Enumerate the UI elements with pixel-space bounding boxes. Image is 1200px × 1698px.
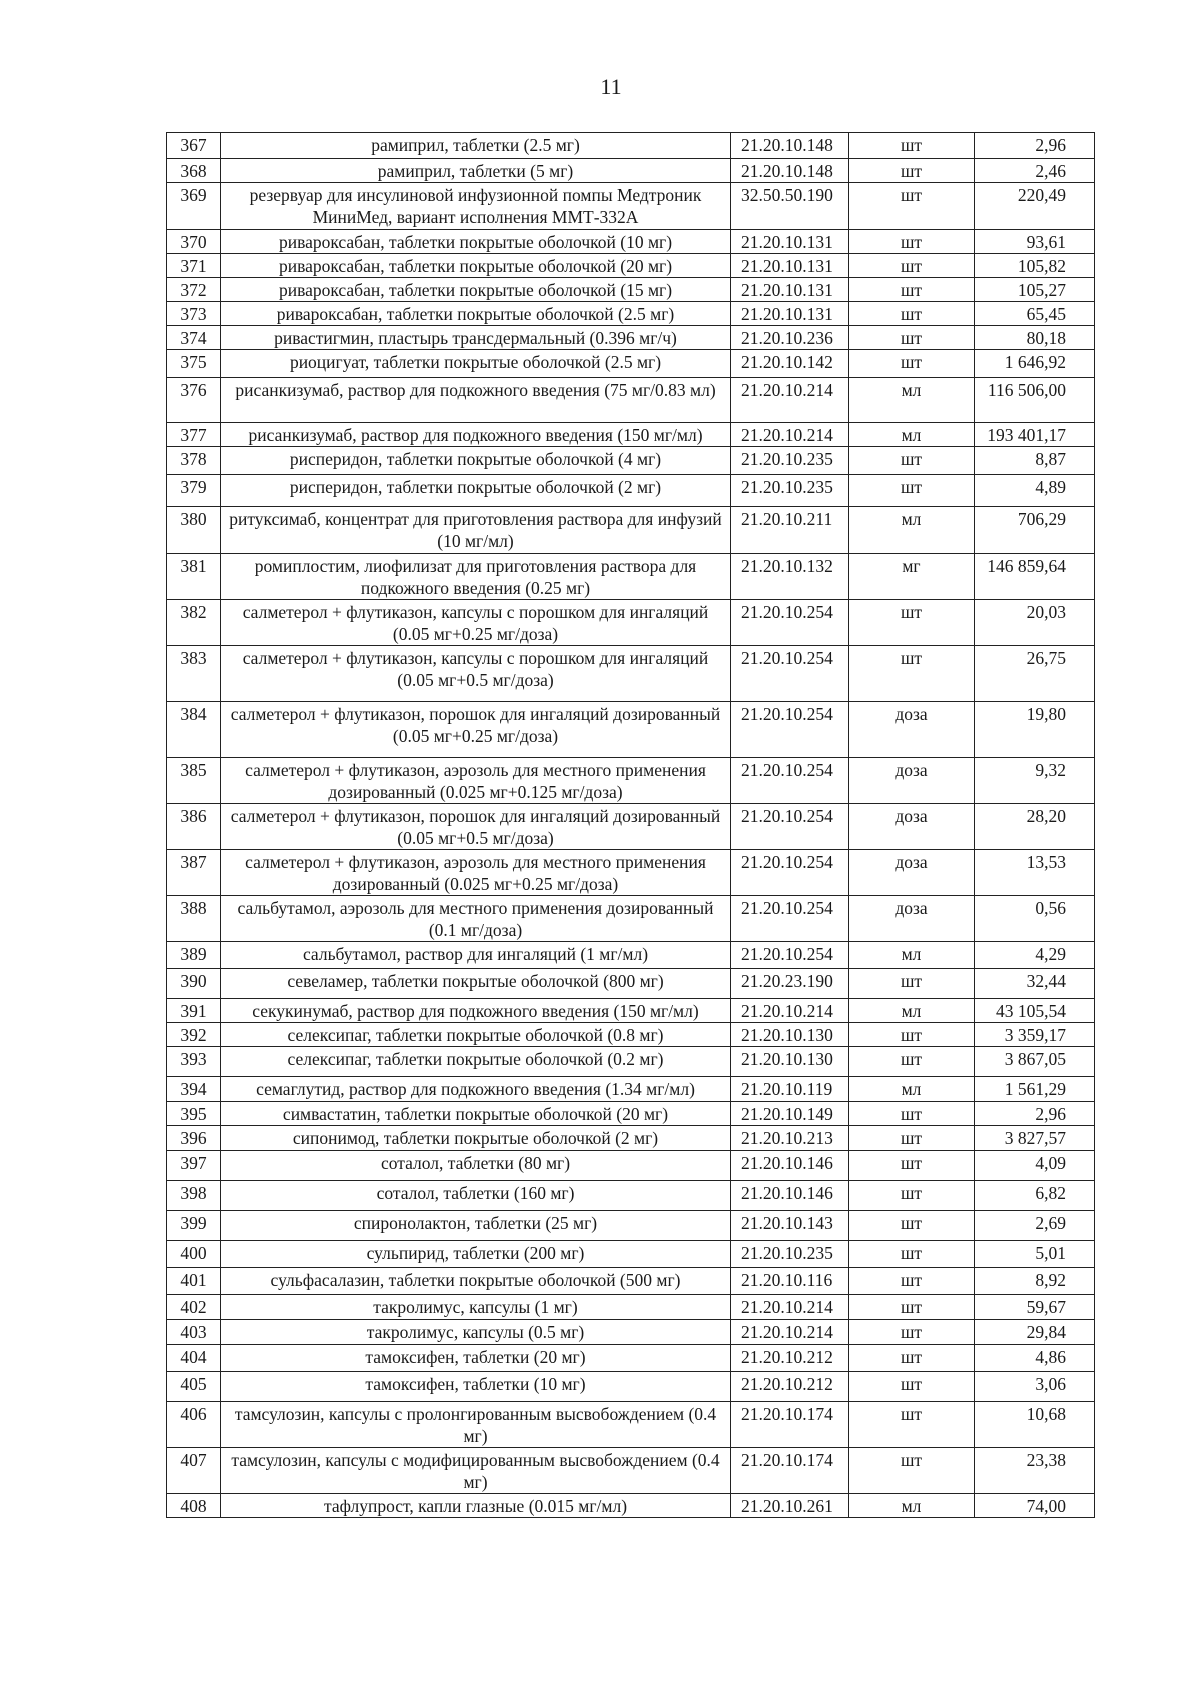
table-row bbox=[167, 1320, 1095, 1345]
row-number: 385 bbox=[167, 758, 221, 804]
item-unit: шт bbox=[849, 969, 975, 999]
row-number: 383 bbox=[167, 646, 221, 702]
row-number: 367 bbox=[167, 133, 221, 159]
item-unit: доза bbox=[849, 702, 975, 758]
item-unit: шт bbox=[849, 1345, 975, 1372]
item-name: рисанкизумаб, раствор для подкожного введения (150 мг/мл) bbox=[221, 423, 731, 447]
item-code: 21.20.10.214 bbox=[731, 378, 849, 423]
table-row bbox=[167, 447, 1095, 475]
row-number: 377 bbox=[167, 423, 221, 447]
item-unit: шт bbox=[849, 278, 975, 302]
item-code: 32.50.50.190 bbox=[731, 183, 849, 230]
item-unit: шт bbox=[849, 1241, 975, 1268]
item-name: севеламер, таблетки покрытые оболочкой (800 мг) bbox=[221, 969, 731, 999]
item-name: тафлупрост, капли глазные (0.015 мг/мл) bbox=[221, 1494, 731, 1518]
item-price: 8,87 bbox=[975, 447, 1095, 475]
row-number: 405 bbox=[167, 1372, 221, 1402]
item-price: 2,96 bbox=[975, 133, 1095, 159]
item-code: 21.20.10.254 bbox=[731, 702, 849, 758]
table-row bbox=[167, 159, 1095, 183]
item-unit: шт bbox=[849, 1151, 975, 1181]
row-number: 394 bbox=[167, 1077, 221, 1102]
item-code: 21.20.10.174 bbox=[731, 1448, 849, 1494]
item-unit: шт bbox=[849, 230, 975, 254]
table-row bbox=[167, 702, 1095, 758]
item-code: 21.20.10.130 bbox=[731, 1023, 849, 1047]
item-unit: шт bbox=[849, 1181, 975, 1211]
row-number: 370 bbox=[167, 230, 221, 254]
item-code: 21.20.10.254 bbox=[731, 804, 849, 850]
row-number: 408 bbox=[167, 1494, 221, 1518]
item-price: 4,86 bbox=[975, 1345, 1095, 1372]
item-unit: шт bbox=[849, 1126, 975, 1151]
table-row bbox=[167, 350, 1095, 378]
item-price: 1 646,92 bbox=[975, 350, 1095, 378]
item-price: 4,29 bbox=[975, 942, 1095, 969]
item-name: симвастатин, таблетки покрытые оболочкой (20 мг) bbox=[221, 1102, 731, 1126]
item-price: 193 401,17 bbox=[975, 423, 1095, 447]
item-code: 21.20.10.148 bbox=[731, 133, 849, 159]
table-row bbox=[167, 1402, 1095, 1448]
item-unit: доза bbox=[849, 850, 975, 896]
item-code: 21.20.10.236 bbox=[731, 326, 849, 350]
table-row bbox=[167, 230, 1095, 254]
item-price: 2,69 bbox=[975, 1211, 1095, 1241]
row-number: 386 bbox=[167, 804, 221, 850]
item-unit: шт bbox=[849, 183, 975, 230]
item-unit: шт bbox=[849, 1023, 975, 1047]
row-number: 382 bbox=[167, 600, 221, 646]
item-price: 8,92 bbox=[975, 1268, 1095, 1295]
item-code: 21.20.10.142 bbox=[731, 350, 849, 378]
table-row bbox=[167, 850, 1095, 896]
item-name: сальбутамол, аэрозоль для местного применения дозированный (0.1 мг/доза) bbox=[221, 896, 731, 942]
item-name: ривароксабан, таблетки покрытые оболочкой (10 мг) bbox=[221, 230, 731, 254]
item-price: 4,89 bbox=[975, 475, 1095, 507]
item-unit: шт bbox=[849, 1102, 975, 1126]
item-name: салметерол + флутиказон, порошок для ингаляций дозированный (0.05 мг+0.5 мг/доза) bbox=[221, 804, 731, 850]
item-code: 21.20.10.143 bbox=[731, 1211, 849, 1241]
item-code: 21.20.10.174 bbox=[731, 1402, 849, 1448]
table-row bbox=[167, 896, 1095, 942]
table-row bbox=[167, 1211, 1095, 1241]
item-name: сульфасалазин, таблетки покрытые оболочкой (500 мг) bbox=[221, 1268, 731, 1295]
item-name: сипонимод, таблетки покрытые оболочкой (2 мг) bbox=[221, 1126, 731, 1151]
item-name: тамсулозин, капсулы с модифицированным высвобождением (0.4 мг) bbox=[221, 1448, 731, 1494]
table-row bbox=[167, 1241, 1095, 1268]
table-row bbox=[167, 378, 1095, 423]
item-unit: шт bbox=[849, 1047, 975, 1077]
item-code: 21.20.10.149 bbox=[731, 1102, 849, 1126]
item-unit: шт bbox=[849, 302, 975, 326]
item-price: 26,75 bbox=[975, 646, 1095, 702]
item-price: 706,29 bbox=[975, 507, 1095, 554]
item-name: рамиприл, таблетки (5 мг) bbox=[221, 159, 731, 183]
item-name: салметерол + флутиказон, капсулы с порошком для ингаляций (0.05 мг+0.5 мг/доза) bbox=[221, 646, 731, 702]
table-row bbox=[167, 183, 1095, 230]
item-unit: шт bbox=[849, 600, 975, 646]
item-name: резервуар для инсулиновой инфузионной помпы Медтроник МиниМед, вариант исполнения ММТ-332А bbox=[221, 183, 731, 230]
price-table bbox=[166, 132, 1095, 1518]
table-row bbox=[167, 507, 1095, 554]
item-name: соталол, таблетки (80 мг) bbox=[221, 1151, 731, 1181]
item-price: 19,80 bbox=[975, 702, 1095, 758]
item-code: 21.20.10.116 bbox=[731, 1268, 849, 1295]
item-unit: шт bbox=[849, 1402, 975, 1448]
row-number: 368 bbox=[167, 159, 221, 183]
item-name: рисперидон, таблетки покрытые оболочкой (4 мг) bbox=[221, 447, 731, 475]
item-price: 105,82 bbox=[975, 254, 1095, 278]
row-number: 375 bbox=[167, 350, 221, 378]
item-unit: шт bbox=[849, 326, 975, 350]
item-unit: мл bbox=[849, 942, 975, 969]
item-name: спиронолактон, таблетки (25 мг) bbox=[221, 1211, 731, 1241]
item-price: 3 359,17 bbox=[975, 1023, 1095, 1047]
table-row bbox=[167, 254, 1095, 278]
item-name: сульпирид, таблетки (200 мг) bbox=[221, 1241, 731, 1268]
item-price: 4,09 bbox=[975, 1151, 1095, 1181]
row-number: 400 bbox=[167, 1241, 221, 1268]
item-unit: доза bbox=[849, 804, 975, 850]
row-number: 373 bbox=[167, 302, 221, 326]
row-number: 404 bbox=[167, 1345, 221, 1372]
item-code: 21.20.10.146 bbox=[731, 1151, 849, 1181]
item-code: 21.20.10.214 bbox=[731, 1320, 849, 1345]
item-code: 21.20.10.146 bbox=[731, 1181, 849, 1211]
item-unit: мл bbox=[849, 507, 975, 554]
item-name: ривастигмин, пластырь трансдермальный (0.396 мг/ч) bbox=[221, 326, 731, 350]
table-body bbox=[167, 133, 1095, 1518]
table-row bbox=[167, 1077, 1095, 1102]
item-price: 13,53 bbox=[975, 850, 1095, 896]
row-number: 378 bbox=[167, 447, 221, 475]
item-name: рисперидон, таблетки покрытые оболочкой (2 мг) bbox=[221, 475, 731, 507]
table-row bbox=[167, 1448, 1095, 1494]
item-price: 3 867,05 bbox=[975, 1047, 1095, 1077]
item-price: 0,56 bbox=[975, 896, 1095, 942]
row-number: 392 bbox=[167, 1023, 221, 1047]
item-code: 21.20.10.254 bbox=[731, 758, 849, 804]
item-name: секукинумаб, раствор для подкожного введения (150 мг/мл) bbox=[221, 999, 731, 1023]
item-unit: шт bbox=[849, 1268, 975, 1295]
item-unit: шт bbox=[849, 254, 975, 278]
table-row bbox=[167, 1126, 1095, 1151]
item-price: 3,06 bbox=[975, 1372, 1095, 1402]
item-code: 21.20.10.212 bbox=[731, 1345, 849, 1372]
item-unit: мл bbox=[849, 1077, 975, 1102]
item-code: 21.20.10.254 bbox=[731, 942, 849, 969]
item-price: 220,49 bbox=[975, 183, 1095, 230]
row-number: 406 bbox=[167, 1402, 221, 1448]
row-number: 369 bbox=[167, 183, 221, 230]
item-name: соталол, таблетки (160 мг) bbox=[221, 1181, 731, 1211]
item-name: ритуксимаб, концентрат для приготовления раствора для инфузий (10 мг/мл) bbox=[221, 507, 731, 554]
item-code: 21.20.10.254 bbox=[731, 600, 849, 646]
item-unit: мл bbox=[849, 999, 975, 1023]
row-number: 387 bbox=[167, 850, 221, 896]
row-number: 381 bbox=[167, 554, 221, 600]
table-row bbox=[167, 1345, 1095, 1372]
item-code: 21.20.10.235 bbox=[731, 475, 849, 507]
item-unit: мл bbox=[849, 378, 975, 423]
item-code: 21.20.10.214 bbox=[731, 1295, 849, 1320]
table-row bbox=[167, 1102, 1095, 1126]
item-code: 21.20.10.214 bbox=[731, 999, 849, 1023]
page-number: 11 bbox=[600, 74, 622, 99]
item-code: 21.20.10.131 bbox=[731, 302, 849, 326]
item-price: 93,61 bbox=[975, 230, 1095, 254]
item-name: салметерол + флутиказон, аэрозоль для местного применения дозированный (0.025 мг+0.125 мг/доза) bbox=[221, 758, 731, 804]
item-price: 116 506,00 bbox=[975, 378, 1095, 423]
table-row bbox=[167, 475, 1095, 507]
item-unit: мл bbox=[849, 423, 975, 447]
item-price: 146 859,64 bbox=[975, 554, 1095, 600]
item-code: 21.20.10.212 bbox=[731, 1372, 849, 1402]
item-name: рисанкизумаб, раствор для подкожного введения (75 мг/0.83 мл) bbox=[221, 378, 731, 423]
row-number: 395 bbox=[167, 1102, 221, 1126]
table-row bbox=[167, 969, 1095, 999]
row-number: 372 bbox=[167, 278, 221, 302]
table-row bbox=[167, 133, 1095, 159]
item-unit: доза bbox=[849, 758, 975, 804]
item-name: ромиплостим, лиофилизат для приготовления раствора для подкожного введения (0.25 мг) bbox=[221, 554, 731, 600]
item-price: 2,96 bbox=[975, 1102, 1095, 1126]
item-name: ривароксабан, таблетки покрытые оболочкой (20 мг) bbox=[221, 254, 731, 278]
table-row bbox=[167, 326, 1095, 350]
item-name: такролимус, капсулы (0.5 мг) bbox=[221, 1320, 731, 1345]
item-unit: шт bbox=[849, 1295, 975, 1320]
item-name: ривароксабан, таблетки покрытые оболочкой (2.5 мг) bbox=[221, 302, 731, 326]
row-number: 388 bbox=[167, 896, 221, 942]
item-unit: шт bbox=[849, 475, 975, 507]
item-name: такролимус, капсулы (1 мг) bbox=[221, 1295, 731, 1320]
table-row bbox=[167, 1494, 1095, 1518]
item-code: 21.20.10.254 bbox=[731, 896, 849, 942]
table-row bbox=[167, 423, 1095, 447]
item-name: ривароксабан, таблетки покрытые оболочкой (15 мг) bbox=[221, 278, 731, 302]
row-number: 397 bbox=[167, 1151, 221, 1181]
item-code: 21.20.10.211 bbox=[731, 507, 849, 554]
item-code: 21.20.10.254 bbox=[731, 850, 849, 896]
item-unit: шт bbox=[849, 159, 975, 183]
row-number: 389 bbox=[167, 942, 221, 969]
table-row bbox=[167, 600, 1095, 646]
item-unit: мг bbox=[849, 554, 975, 600]
table-row bbox=[167, 804, 1095, 850]
row-number: 374 bbox=[167, 326, 221, 350]
item-code: 21.20.10.235 bbox=[731, 1241, 849, 1268]
item-name: селексипаг, таблетки покрытые оболочкой (0.2 мг) bbox=[221, 1047, 731, 1077]
item-name: тамоксифен, таблетки (10 мг) bbox=[221, 1372, 731, 1402]
item-name: рамиприл, таблетки (2.5 мг) bbox=[221, 133, 731, 159]
item-code: 21.20.10.148 bbox=[731, 159, 849, 183]
item-unit: шт bbox=[849, 133, 975, 159]
table-row bbox=[167, 554, 1095, 600]
table-row bbox=[167, 1181, 1095, 1211]
item-code: 21.20.10.261 bbox=[731, 1494, 849, 1518]
row-number: 401 bbox=[167, 1268, 221, 1295]
item-code: 21.20.10.119 bbox=[731, 1077, 849, 1102]
item-price: 80,18 bbox=[975, 326, 1095, 350]
table-row bbox=[167, 942, 1095, 969]
item-unit: шт bbox=[849, 1448, 975, 1494]
table-row bbox=[167, 646, 1095, 702]
item-unit: мл bbox=[849, 1494, 975, 1518]
item-unit: шт bbox=[849, 1372, 975, 1402]
table-row bbox=[167, 1047, 1095, 1077]
item-code: 21.20.10.235 bbox=[731, 447, 849, 475]
item-name: салметерол + флутиказон, аэрозоль для местного применения дозированный (0.025 мг+0.25 мг/доза) bbox=[221, 850, 731, 896]
item-code: 21.20.10.131 bbox=[731, 278, 849, 302]
item-price: 2,46 bbox=[975, 159, 1095, 183]
row-number: 371 bbox=[167, 254, 221, 278]
row-number: 396 bbox=[167, 1126, 221, 1151]
item-code: 21.20.10.130 bbox=[731, 1047, 849, 1077]
table-row bbox=[167, 1268, 1095, 1295]
item-price: 29,84 bbox=[975, 1320, 1095, 1345]
table-row bbox=[167, 1372, 1095, 1402]
row-number: 402 bbox=[167, 1295, 221, 1320]
item-price: 1 561,29 bbox=[975, 1077, 1095, 1102]
row-number: 403 bbox=[167, 1320, 221, 1345]
row-number: 407 bbox=[167, 1448, 221, 1494]
row-number: 376 bbox=[167, 378, 221, 423]
item-code: 21.20.10.131 bbox=[731, 254, 849, 278]
item-price: 74,00 bbox=[975, 1494, 1095, 1518]
item-code: 21.20.10.132 bbox=[731, 554, 849, 600]
table-row bbox=[167, 758, 1095, 804]
row-number: 391 bbox=[167, 999, 221, 1023]
table-row bbox=[167, 999, 1095, 1023]
item-price: 105,27 bbox=[975, 278, 1095, 302]
item-name: риоцигуат, таблетки покрытые оболочкой (2.5 мг) bbox=[221, 350, 731, 378]
item-unit: шт bbox=[849, 646, 975, 702]
item-unit: шт bbox=[849, 1211, 975, 1241]
table-row bbox=[167, 302, 1095, 326]
row-number: 390 bbox=[167, 969, 221, 999]
item-name: семаглутид, раствор для подкожного введения (1.34 мг/мл) bbox=[221, 1077, 731, 1102]
item-name: салметерол + флутиказон, капсулы с порошком для ингаляций (0.05 мг+0.25 мг/доза) bbox=[221, 600, 731, 646]
item-price: 20,03 bbox=[975, 600, 1095, 646]
item-code: 21.20.23.190 bbox=[731, 969, 849, 999]
item-unit: шт bbox=[849, 350, 975, 378]
item-name: салметерол + флутиказон, порошок для ингаляций дозированный (0.05 мг+0.25 мг/доза) bbox=[221, 702, 731, 758]
item-unit: доза bbox=[849, 896, 975, 942]
row-number: 393 bbox=[167, 1047, 221, 1077]
item-price: 59,67 bbox=[975, 1295, 1095, 1320]
table-row bbox=[167, 1151, 1095, 1181]
row-number: 380 bbox=[167, 507, 221, 554]
row-number: 384 bbox=[167, 702, 221, 758]
item-price: 6,82 bbox=[975, 1181, 1095, 1211]
item-price: 10,68 bbox=[975, 1402, 1095, 1448]
item-unit: шт bbox=[849, 447, 975, 475]
item-name: тамоксифен, таблетки (20 мг) bbox=[221, 1345, 731, 1372]
item-code: 21.20.10.213 bbox=[731, 1126, 849, 1151]
item-price: 9,32 bbox=[975, 758, 1095, 804]
item-name: сальбутамол, раствор для ингаляций (1 мг/мл) bbox=[221, 942, 731, 969]
item-name: селексипаг, таблетки покрытые оболочкой (0.8 мг) bbox=[221, 1023, 731, 1047]
item-name: тамсулозин, капсулы с пролонгированным высвобождением (0.4 мг) bbox=[221, 1402, 731, 1448]
item-price: 28,20 bbox=[975, 804, 1095, 850]
row-number: 399 bbox=[167, 1211, 221, 1241]
table-row bbox=[167, 1023, 1095, 1047]
row-number: 379 bbox=[167, 475, 221, 507]
item-price: 23,38 bbox=[975, 1448, 1095, 1494]
table-row bbox=[167, 1295, 1095, 1320]
item-price: 32,44 bbox=[975, 969, 1095, 999]
item-price: 65,45 bbox=[975, 302, 1095, 326]
item-price: 3 827,57 bbox=[975, 1126, 1095, 1151]
item-code: 21.20.10.131 bbox=[731, 230, 849, 254]
item-code: 21.20.10.254 bbox=[731, 646, 849, 702]
item-unit: шт bbox=[849, 1320, 975, 1345]
item-code: 21.20.10.214 bbox=[731, 423, 849, 447]
table-row bbox=[167, 278, 1095, 302]
item-price: 43 105,54 bbox=[975, 999, 1095, 1023]
item-price: 5,01 bbox=[975, 1241, 1095, 1268]
row-number: 398 bbox=[167, 1181, 221, 1211]
